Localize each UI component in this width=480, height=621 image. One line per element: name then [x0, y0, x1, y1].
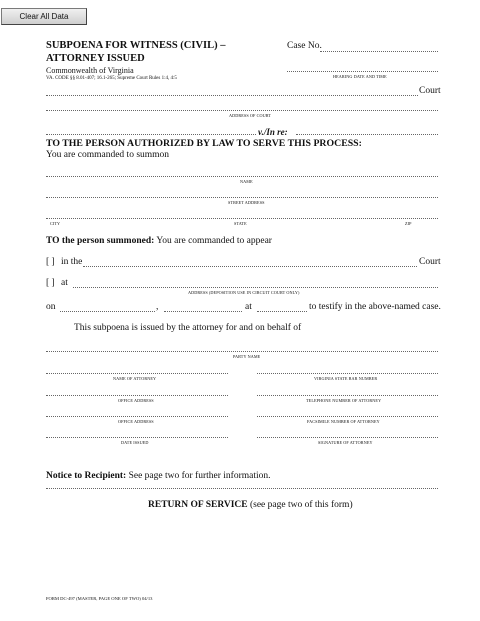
issued-text: This subpoena is issued by the attorney for and on behalf of [74, 323, 302, 333]
divider-line [46, 488, 438, 489]
plaintiff-field[interactable] [46, 134, 256, 135]
summoned-heading: TO the person summoned: [46, 236, 155, 246]
hearing-date-field[interactable] [287, 71, 438, 72]
court-name-field[interactable] [46, 95, 418, 96]
address-of-court-field[interactable] [46, 110, 438, 111]
state-caption: STATE [234, 221, 247, 226]
in-court-field[interactable] [83, 266, 417, 267]
commanded-text: You are commanded to summon [46, 150, 170, 160]
street-address-field[interactable] [46, 197, 438, 198]
office-address-field-2[interactable] [46, 416, 228, 417]
bar-number-field[interactable] [257, 373, 438, 374]
defendant-field[interactable] [296, 134, 438, 135]
attorney-name-field[interactable] [46, 373, 228, 374]
party-name-caption: PARTY NAME [233, 354, 261, 359]
appearance-time-field[interactable] [257, 311, 307, 312]
form-id: FORM DC-497 (MASTER, PAGE ONE OF TWO) 04/13 [46, 596, 153, 601]
zip-caption: ZIP [405, 221, 412, 226]
code-reference: VA. CODE §§ 8.01-407; 16.1-265; Supreme Court Rules 1:4, 4:5 [46, 76, 177, 81]
signature-caption: SIGNATURE OF ATTORNEY [318, 440, 373, 445]
option-court-label: Court [419, 257, 441, 267]
telephone-caption: TELEPHONE NUMBER OF ATTORNEY [306, 398, 382, 403]
form-title-line2: ATTORNEY ISSUED [46, 53, 145, 64]
form-title-line1: SUBPOENA FOR WITNESS (CIVIL) – [46, 40, 226, 51]
case-no-field[interactable] [320, 51, 438, 52]
serve-heading: TO THE PERSON AUTHORIZED BY LAW TO SERVE THIS PROCESS: [46, 138, 362, 149]
notice-heading: Notice to Recipient: [46, 471, 127, 481]
city-state-zip-field[interactable] [46, 218, 438, 219]
facsimile-caption: FACSIMILE NUMBER OF ATTORNEY [307, 419, 380, 424]
summoned-line [46, 236, 272, 246]
date-issued-field[interactable] [46, 437, 228, 438]
street-address-caption: STREET ADDRESS [228, 200, 265, 205]
name-caption: NAME [240, 179, 253, 184]
in-the-label: in the [61, 257, 83, 267]
witness-name-field[interactable] [46, 176, 438, 177]
address-of-court-caption: ADDRESS OF COURT [229, 113, 272, 118]
deposition-address-field[interactable] [73, 287, 438, 288]
return-line [148, 500, 353, 510]
on-label: on [46, 302, 56, 312]
appearance-year-field[interactable] [164, 311, 242, 312]
hearing-date-caption: HEARING DATE AND TIME [333, 74, 387, 79]
option-in-court-checkbox[interactable]: [ ] [46, 257, 55, 267]
party-name-field[interactable] [46, 351, 438, 352]
office-address-caption-2: OFFICE ADDRESS [118, 419, 154, 424]
signature-field[interactable] [257, 437, 438, 438]
return-heading: RETURN OF SERVICE [148, 500, 248, 510]
city-caption: CITY [50, 221, 61, 226]
bar-number-caption: VIRGINIA STATE BAR NUMBER [314, 376, 378, 381]
deposition-caption: ADDRESS (DEPOSITION USE IN CIRCUIT COURT ONLY) [188, 290, 300, 295]
office-address-field-1[interactable] [46, 395, 228, 396]
facsimile-field[interactable] [257, 416, 438, 417]
attorney-name-caption: NAME OF ATTORNEY [113, 376, 157, 381]
summoned-text: You are commanded to appear [156, 236, 272, 246]
commonwealth-label: Commonwealth of Virginia [46, 66, 134, 75]
appearance-date-field[interactable] [60, 311, 155, 312]
v-in-re-label: v./In re: [258, 127, 288, 137]
date-issued-caption: DATE ISSUED [121, 440, 149, 445]
testify-text: to testify in the above-named case. [309, 302, 441, 312]
at-address-label: at [61, 278, 68, 288]
at-time-label: at [245, 302, 252, 312]
court-label: Court [419, 86, 441, 96]
option-deposition-checkbox[interactable]: [ ] [46, 278, 55, 288]
notice-text: See page two for further information. [128, 471, 271, 481]
clear-all-data-button[interactable]: Clear All Data [1, 8, 87, 25]
date-comma: , [156, 302, 159, 312]
office-address-caption-1: OFFICE ADDRESS [118, 398, 154, 403]
telephone-field[interactable] [257, 395, 438, 396]
case-no-label: Case No. [287, 41, 322, 51]
notice-line [46, 471, 271, 481]
return-text: (see page two of this form) [249, 500, 353, 510]
